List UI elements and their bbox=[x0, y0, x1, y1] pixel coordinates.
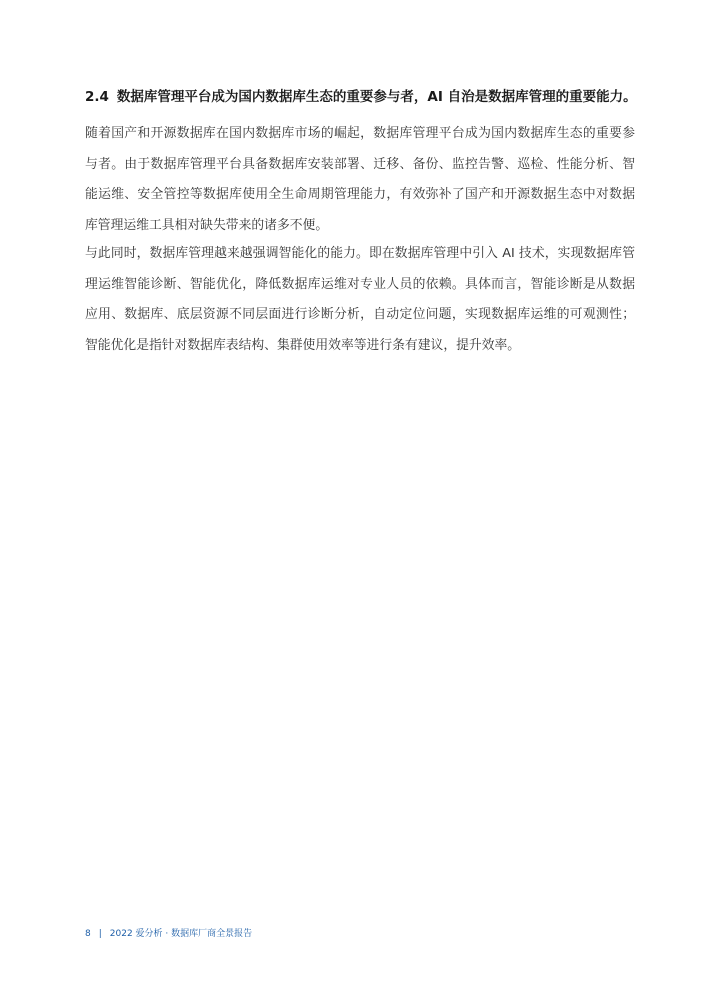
report-title: 2022 爱分析 · 数据库厂商全景报告 bbox=[109, 929, 253, 939]
page-footer bbox=[85, 928, 252, 940]
body-paragraph-1: 随着国产和开源数据库在国内数据库市场的崛起，数据库管理平台成为国内数据库生态的重要参与者。由于数据库管理平台具备数据库安装部署、迁移、备份、监控告警、巡检、性能分析、智能运维、安全管控等数据库使用全生命周期管理能力，有效弥补了国产和开源数据生态中对数据库管理运维工具相对缺失带来的诸多不便。 bbox=[85, 126, 635, 233]
footer-separator: | bbox=[98, 929, 102, 939]
body-paragraph-2: 与此同时，数据库管理越来越强调智能化的能力。即在数据库管理中引入 AI 技术，实现数据库管理运维智能诊断、智能优化，降低数据库运维对专业人员的依赖。具体而言，智能诊断是从数据应用、数据库、底层资源不同层面进行诊断分析，自动定位问题，实现数据库运维的可观测性；智能优化是指针对数据库表结构、集群使用效率等进行条有建议，提升效率。 bbox=[85, 246, 635, 353]
section-title: 数据库管理平台成为国内数据库生态的重要参与者，AI 自治是数据库管理的重要能力。 bbox=[116, 89, 637, 105]
section-number: 2.4 bbox=[85, 89, 109, 105]
page-number: 8 bbox=[85, 929, 91, 939]
section-heading bbox=[85, 86, 645, 108]
